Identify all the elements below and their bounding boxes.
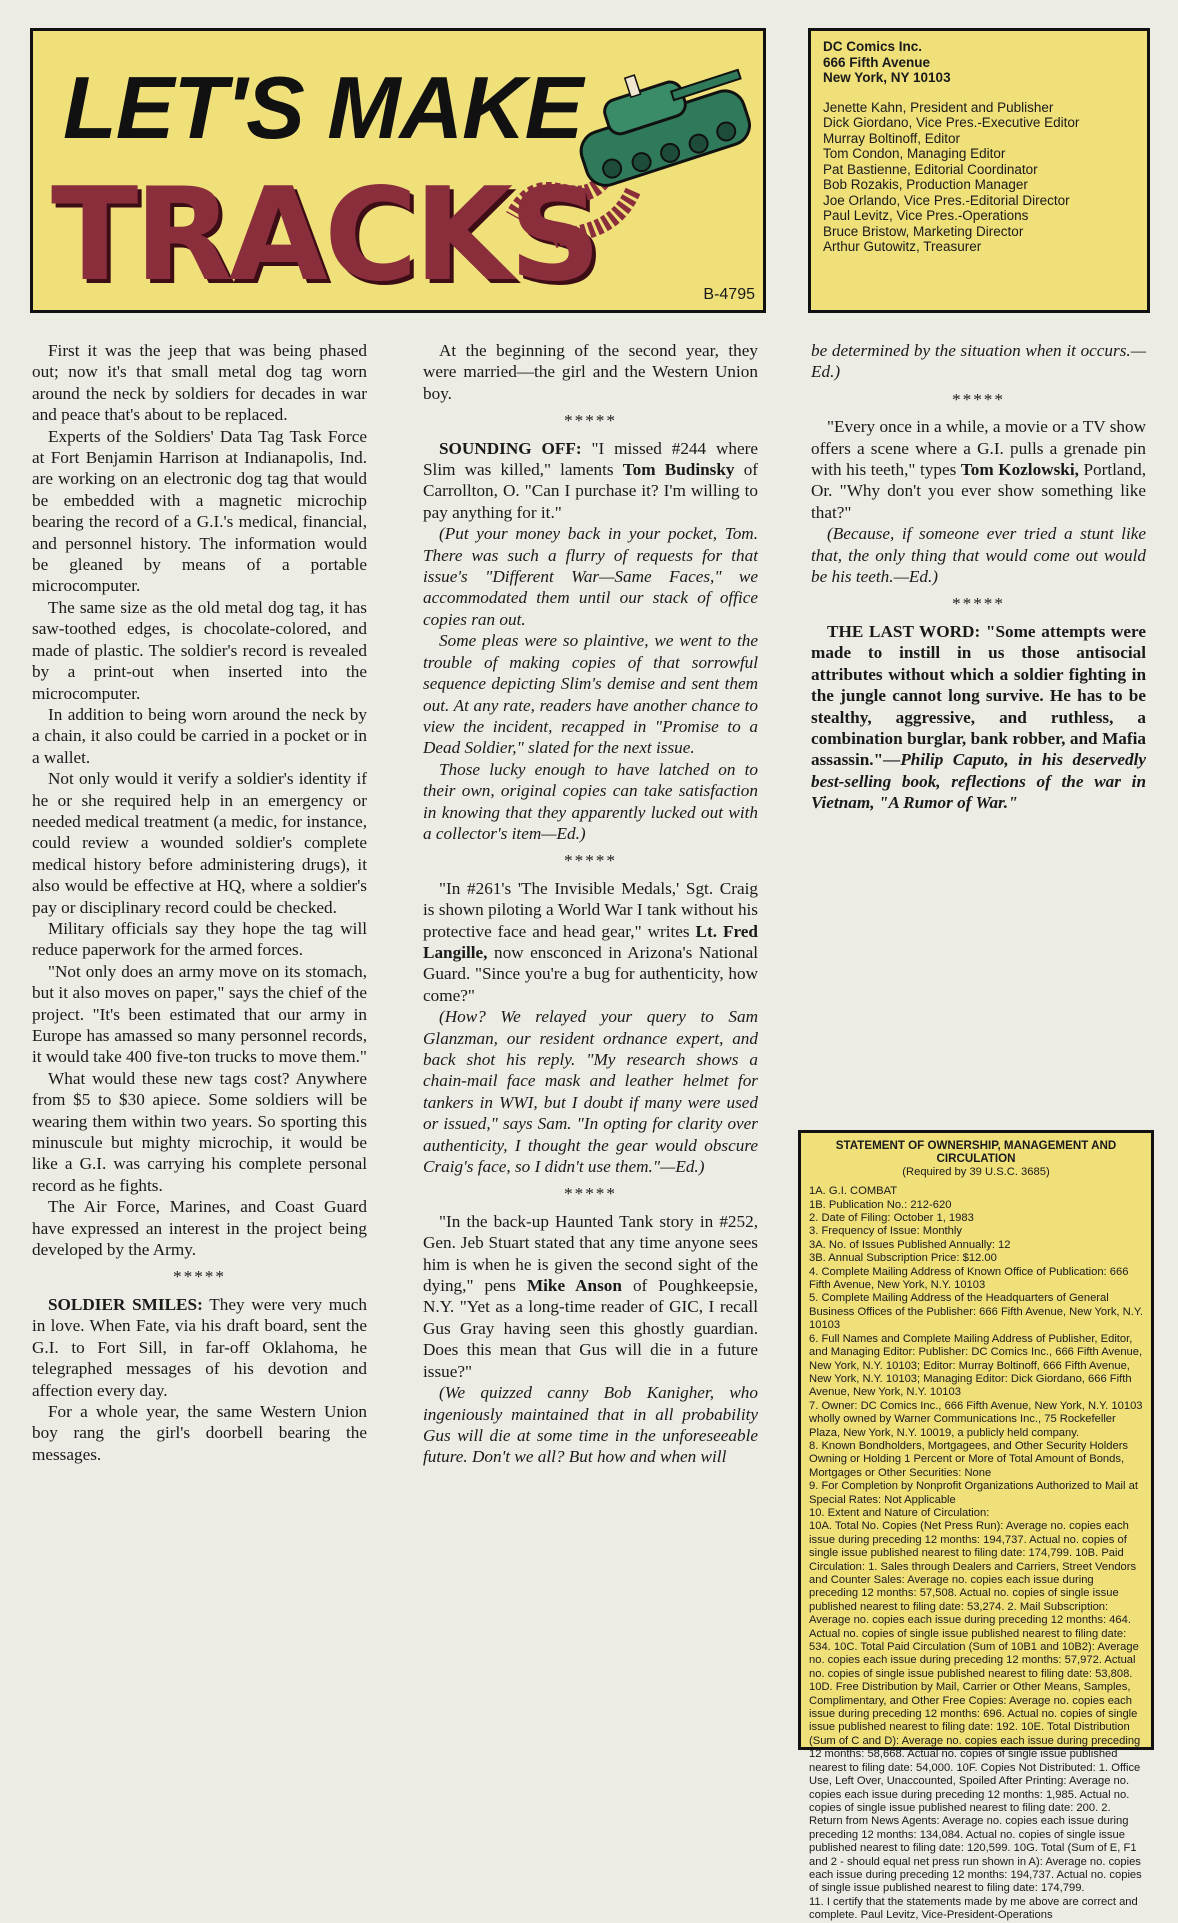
statement-item: 3. Frequency of Issue: Monthly [809, 1225, 962, 1238]
article-paragraph: Military officials say they hope the tag will reduce paperwork for the armed forces. [32, 918, 367, 960]
statement-item: 2. Date of Filing: October 1, 1983 [809, 1212, 974, 1225]
header-banner [30, 28, 766, 313]
reader-name: Lt. Fred Langille, [423, 921, 758, 962]
statement-item: 4. Complete Mailing Address of Known Office of Publication: 666 Fifth Avenue, New York, N.Y. 10103 [809, 1265, 1129, 1292]
statement-item: 3B. Annual Subscription Price: $12.00 [809, 1252, 997, 1265]
statement-item: 11. I certify that the statements made by me above are correct and complete. Paul Levitz, Vice-President-Operations [809, 1895, 1138, 1922]
paragraph-text: now ensconced in Arizona's National Guard. "Since you're a bug for authenticity, how come?" [423, 942, 758, 1005]
editor-reply: be determined by the situation when it occurs.—Ed.) [811, 341, 1146, 382]
staff-line: Tom Condon, Managing Editor [823, 146, 1006, 162]
article-paragraph: The same size as the old metal dog tag, it has saw-toothed edges, is chocolate-colored, and made of plastic. The soldier's record is revealed by a print-out when inserted into the microcomputer. [32, 597, 367, 703]
article-paragraph: "Not only does an army move on its stomach, but it also moves on paper," says the chief of the project. "It's been estimated that our army in Europe has amassed so many personnel records, it would take 400 five-ton trucks to move them." [32, 961, 367, 1067]
staff-list [823, 100, 1135, 255]
reader-name: Tom Budinsky [622, 460, 735, 480]
editor-reply: (How? We relayed your query to Sam Glanzman, our resident ordnance expert, and back shot his reply. "My research shows a chain-mail face mask and leather helmet for tankers in WWI, but I doubt if many were used or issued," says Sam. "In opting for clarity over authenticity, I thought the gear would obscure Craig's face, so I didn't use them."—Ed.) [423, 1007, 758, 1177]
staff-line: Murray Boltinoff, Editor [823, 130, 961, 146]
paragraph-text: "In the back-up Haunted Tank story in #252, Gen. Jeb Stuart stated that any time anyone sees him is when he is given the second sight of the dying," pens [423, 1211, 758, 1296]
section-divider: ***** [952, 389, 1005, 409]
statement-item: 10. Extent and Nature of Circulation: [809, 1506, 990, 1519]
letter-paragraph [811, 416, 1146, 523]
paragraph-text: They were very much in love. When Fate, via his draft board, sent the G.I. to Fort Sill, in far-off Oklahoma, he telegraphed messages of his devotion and affection every day. [32, 1294, 367, 1400]
statement-item: 1B. Publication No.: 212-620 [809, 1198, 952, 1211]
statement-item: 5. Complete Mailing Address of the Headquarters of General Business Offices of the Publisher: 666 Fifth Avenue, New York, N.Y. 10103 [809, 1292, 1143, 1332]
section-divider: ***** [564, 851, 617, 871]
article-paragraph: In addition to being worn around the neck by a chain, it also could be carried in a pocket or in a wallet. [32, 704, 367, 767]
editor-reply: (We quizzed canny Bob Kanigher, who ingeniously maintained that in all probability Gus will die at some time in the unforeseeable future. Don't we all? But how and when will [423, 1383, 758, 1467]
masthead-box [808, 28, 1150, 313]
article-paragraph: Experts of the Soldiers' Data Tag Task Force at Fort Benjamin Harrison at Indianapolis, Ind. are working on an electronic dog tag that would be embedded with a magnetic microchip bearing the record of a G.I.'s medical, financial, and personnel history. The information would be gleaned by means of a portable microcomputer. [32, 426, 367, 596]
statement-item: 7. Owner: DC Comics Inc., 666 Fifth Avenue, New York, N.Y. 10103 wholly owned by Warner Communications Inc., 75 Rockefeller Plaza, New York, N.Y. 10019, a publicly held company. [809, 1399, 1143, 1439]
quote-text: "Some attempts were made to instill in us those antisocial attributes without which a soldier fighting in the jungle cannot long survive. He has to be stealthy, aggressive, and ruthless, a combination burglar, bank robber, and Mafia assassin." [811, 621, 1146, 770]
section-divider: ***** [564, 411, 617, 431]
editor-reply: Those lucky enough to have latched on to their own, original copies can take satisfaction in knowing that they apparently lucked out with a collector's item—Ed.) [423, 759, 758, 843]
address-line: 666 Fifth Avenue [823, 54, 931, 70]
paragraph-text: "Every once in a while, a movie or a TV show offers a scene where a G.I. pulls a grenade pin with his teeth," types [811, 417, 1146, 480]
reader-name: Mike Anson [526, 1276, 622, 1296]
statement-title: STATEMENT OF OWNERSHIP, MANAGEMENT AND CIRCULATION [835, 1139, 1117, 1166]
column-3 [811, 340, 1146, 814]
article-paragraph: What would these new tags cost? Anywhere from $5 to $30 apiece. Some soldiers will be wearing them within two years. So sporting this minuscule but mighty microchip, it would be like a G.I. was carrying his complete personal record as he fights. [32, 1068, 367, 1195]
address-line: DC Comics Inc. [823, 39, 923, 54]
section-heading: SOUNDING OFF: [439, 438, 582, 458]
paragraph-text: "I missed #244 where Slim was killed," laments [423, 438, 758, 480]
publisher-address [823, 39, 1135, 86]
column-1 [32, 340, 367, 1465]
statement-item: 6. Full Names and Complete Mailing Address of Publisher, Editor, and Managing Editor: Publisher: DC Comics Inc., 666 Fifth Avenue, New York, N.Y. 10103; Editor: Murray Boltinoff, 666 Fifth Avenue, New York, N.Y. 10103; Managing Editor: Dick Giordano, 666 Fifth Avenue, New York, N.Y. 10103 [809, 1332, 1143, 1399]
statement-subtitle: (Required by 39 U.S.C. 3685) [902, 1165, 1050, 1178]
quote-credit: —Philip Caputo, in his deservedly best-selling book, reflections of the war in Vietnam, "A Rumor of War." [811, 750, 1146, 813]
tank-illustration [483, 41, 763, 251]
paragraph-text: of Carrollton, O. "Can I purchase it? I'm willing to pay anything for it." [423, 460, 759, 522]
soldier-smiles-paragraph [32, 1294, 367, 1401]
section-heading: SOLDIER SMILES: [48, 1294, 203, 1314]
staff-line: Jenette Kahn, President and Publisher [823, 99, 1054, 115]
staff-line: Bob Rozakis, Production Manager [823, 177, 1028, 193]
section-divider: ***** [564, 1184, 617, 1204]
staff-line: Pat Bastienne, Editorial Coordinator [823, 161, 1038, 177]
staff-line: Joe Orlando, Vice Pres.-Editorial Director [823, 192, 1070, 208]
statement-item: 1A. G.I. COMBAT [809, 1185, 898, 1198]
article-paragraph: The Air Force, Marines, and Coast Guard have expressed an interest in the project being developed by the Army. [32, 1197, 367, 1260]
article-paragraph: First it was the jeep that was being phased out; now it's that small metal dog tag worn around the neck by soldiers for decades in war and peace that's about to be replaced. [32, 341, 367, 425]
column-2 [423, 340, 758, 1468]
editor-reply: (Put your money back in your pocket, Tom. There was such a flurry of requests for that issue's "Different War—Same Faces," we accommodated them until our stack of office copies ran out. [423, 524, 758, 629]
address-line: New York, NY 10103 [823, 70, 951, 86]
staff-line: Paul Levitz, Vice Pres.-Operations [823, 208, 1029, 224]
letter-paragraph [423, 438, 758, 524]
section-divider: ***** [952, 594, 1005, 614]
paragraph-text: "In #261's 'The Invisible Medals,' Sgt. Craig is shown piloting a World War I tank without his protective face and head gear," writes [423, 878, 758, 941]
statement-item: 3A. No. of Issues Published Annually: 12 [809, 1238, 1011, 1251]
last-word-paragraph [811, 621, 1146, 814]
paragraph-text: of Poughkeepsie, N.Y. "Yet as a long-time reader of GIC, I recall Gus Gray having seen this ghostly guardian. Does this mean that Gus will die in a future issue?" [423, 1276, 759, 1381]
letter-paragraph [423, 878, 758, 1006]
statement-of-ownership [798, 1130, 1154, 1922]
art-code: B-4795 [703, 286, 755, 303]
headline-tracks: TRACKS [51, 161, 598, 310]
article-paragraph: For a whole year, the same Western Union boy rang the girl's doorbell bearing the messages. [32, 1401, 367, 1464]
article-paragraph: At the beginning of the second year, they were married—the girl and the Western Union boy. [423, 341, 758, 403]
section-heading: THE LAST WORD: [827, 621, 981, 641]
headline-lets-make: LET'S MAKE [63, 58, 583, 157]
statement-item: 10A. Total No. Copies (Net Press Run): Average no. copies each issue during preceding 12 months: 194,737. Actual no. copies of single issue published nearest to filing date: 174,799. 10B. Paid Circulation: 1. Sales through Dealers and Carriers, Street Vendors and Counter Sales: Average no. copies each issue during preceding 12 months: 57,508. Actual no. copies of single issue published nearest to filing date: 53,274. 2. Mail Subscription: Average no. copies each issue during preceding 12 months: 464. Actual no. copies of single issue published nearest to filing date: 534. 10C. Total Paid Circulation (Sum of 10B1 and 10B2): Average no. copies each issue during preceding 12 months: 57,972. Actual no. copies of single issue published nearest to filing date: 53,808. 10D. Free Distribution by Mail, Carrier or Other Means, Samples, Complimentary, and Other Free Copies: Average no. copies each issue during preceding 12 months: 696. Actual no. copies of single issue published nearest to filing date: 192. 10E. Total Distribution (Sum of C and D): Average no. copies each issue during preceding 12 months: 58,668. Actual no. copies of single issue published nearest to filing date: 54,000. 10F. Copies Not Distributed: 1. Office Use, Left Over, Unaccounted, Spoiled After Printing: Average no. copies each issue during preceding 12 months: 1,985. Actual no. copies of single issue published nearest to filing date: 200. 2. Return from News Agents: Average no. copies each issue during preceding 12 months: 134,084. Actual no. copies of single issue published nearest to filing date: 120,599. 10G. Total (Sum of E, F1 and 2 - should equal net press run shown in A): Average no. copies each issue during preceding 12 months: 194,737. Actual no. copies of single issue published nearest to filing date: 174,799. [809, 1520, 1142, 1895]
section-divider: ***** [173, 1267, 226, 1287]
staff-line: Arthur Gutowitz, Treasurer [823, 239, 982, 255]
reader-name: Tom Kozlowski, [960, 460, 1079, 480]
paragraph-text: Portland, Or. "Why don't you ever show something like that?" [811, 460, 1146, 522]
editor-reply: (Because, if someone ever tried a stunt like that, the only thing that would come out would be his teeth.—Ed.) [811, 524, 1146, 587]
article-paragraph: Not only would it verify a soldier's identity if he or she required help in an emergency or needed medical treatment (a medic, for instance, could review a wounded soldier's complete medical history before administering drugs), it also would be effective at HQ, where a soldier's pay or disciplinary record could be checked. [32, 769, 367, 917]
statement-item: 8. Known Bondholders, Mortgagees, and Other Security Holders Owning or Holding 1 Percent or More of Total Amount of Bonds, Mortgages or Other Securities: None [809, 1439, 1129, 1479]
editor-reply: Some pleas were so plaintive, we went to the trouble of making copies of that sorrowful sequence depicting Slim's demise and sent them out. At any rate, readers have another chance to view the incident, recapped in "Promise to a Dead Soldier," slated for the next issue. [423, 631, 758, 758]
letter-paragraph [423, 1211, 758, 1382]
staff-line: Dick Giordano, Vice Pres.-Executive Editor [823, 115, 1080, 131]
statement-item: 9. For Completion by Nonprofit Organizations Authorized to Mail at Special Rates: Not Applicable [809, 1480, 1138, 1506]
staff-line: Bruce Bristow, Marketing Director [823, 223, 1024, 239]
